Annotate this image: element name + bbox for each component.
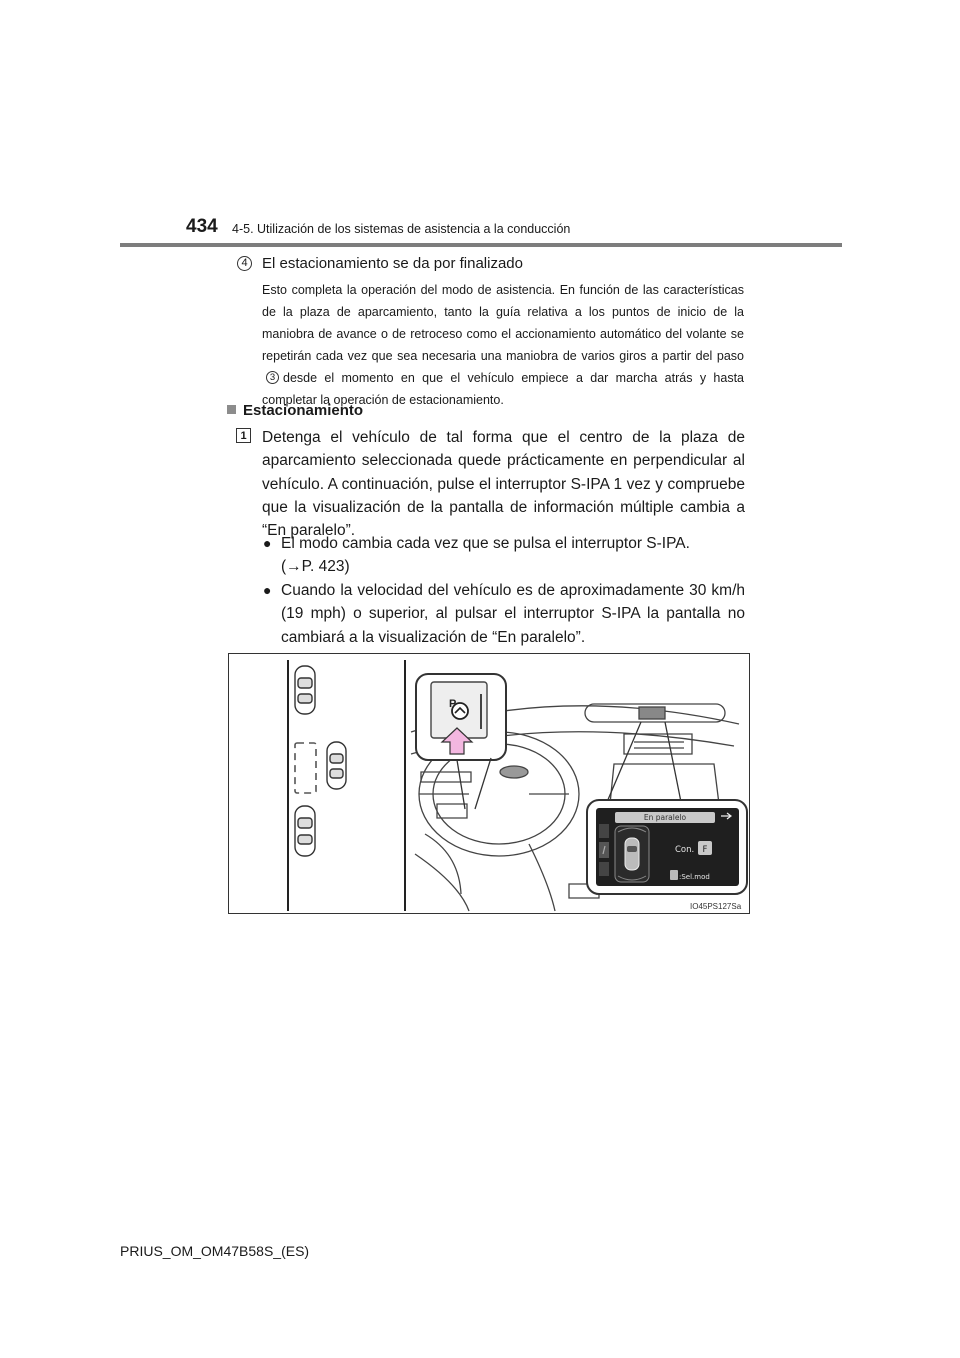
bullet-2-text: Cuando la velocidad del vehículo es de aproximadamente 30 km/h (19 mph) o superior, al pulsar el interruptor S-IPA la pantalla no cambiará a la visualización de “En paralelo”. [281, 582, 745, 646]
screen-selmod-label: :Sel.mod [679, 873, 710, 881]
section-heading: Estacionamiento [243, 402, 364, 419]
figure-code: IO45PS127Sa [690, 902, 742, 911]
target-space-icon [295, 743, 316, 793]
bullet-1-main: El modo cambia cada vez que se pulsa el interruptor S-IPA. [281, 535, 690, 552]
s-ipa-switch-callout [411, 674, 506, 809]
bullet-dot-icon: ● [263, 582, 272, 598]
page-number: 434 [186, 216, 218, 237]
parking-illustration [229, 654, 749, 913]
footer-document-id: PRIUS_OM_OM47B58S_(ES) [120, 1243, 310, 1259]
section-title: 4-5. Utilización de los sistemas de asistencia a la conducción [232, 222, 571, 236]
step-4-body-part1: Esto completa la operación del modo de asistencia. En función de las características de la plaza de aparcamiento, tanto la guía relativa a los puntos de inicio de la maniobra de avance o de retroceso como el accionamiento automático del volante se repetirán cada vez que sea necesaria una maniobra de varios giros a partir del paso [262, 283, 744, 363]
step-1-body: Detenga el vehículo de tal forma que el centro de la plaza de aparcamiento seleccionada quede prácticamente en perpendicular al vehículo. A continuación, pulse el interruptor S-IPA 1 vez y compruebe que la visualización de la pantalla de información múltiple cambia a “En paralelo”. [262, 429, 745, 540]
step-4-body-part2: desde el momento en que el vehículo empiece a dar marcha atrás y hasta completar la operación de estacionamiento. [262, 371, 744, 407]
step-4-marker: 4 [237, 256, 252, 271]
section-square-icon [227, 405, 236, 414]
switch-letter: P [449, 698, 457, 710]
screen-gear-label: F [702, 845, 708, 855]
bullet-dot-icon: ● [263, 535, 272, 551]
bullet-1-text [281, 532, 745, 579]
header-rule [120, 243, 842, 247]
parked-car-bottom-icon [295, 806, 315, 856]
step-3-reference: 3 [266, 371, 279, 384]
parked-car-top-icon [295, 666, 315, 714]
vehicle-icon [625, 838, 639, 870]
screen-mode-label: En paralelo [643, 813, 687, 822]
bullet-1-page-ref[interactable]: (→P. 423) [281, 558, 350, 576]
step-1-marker: 1 [236, 428, 251, 443]
step-4-title: El estacionamiento se da por finalizado [262, 255, 523, 272]
illustration-figure [228, 653, 750, 914]
step-4-body [262, 279, 744, 411]
own-car-icon [327, 742, 346, 789]
screen-con-label: Con. [675, 845, 695, 855]
